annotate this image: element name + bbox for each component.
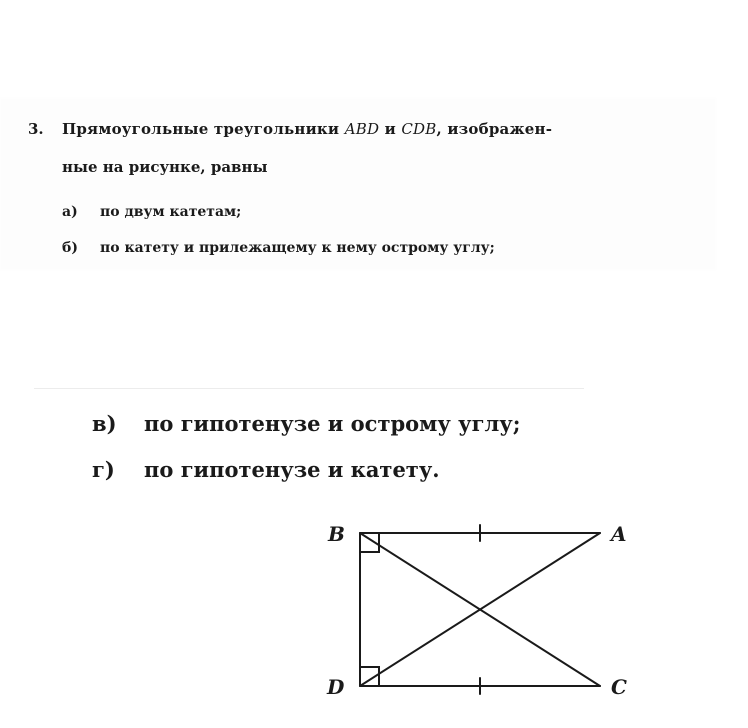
question-tail: , изображен- (436, 120, 553, 138)
option-a-label: а) (62, 204, 78, 220)
option-a-text: по двум катетам; (100, 204, 242, 220)
vertex-label-c: C (611, 675, 627, 699)
vertex-label-d: D (327, 675, 345, 699)
option-v-label: в) (92, 411, 117, 436)
vertex-label-b: B (328, 522, 345, 546)
question-line-2: ные на рисунке, равны (62, 158, 268, 176)
question-start: Прямоугольные треугольники (62, 120, 345, 138)
vertex-label-a: A (611, 522, 627, 546)
option-v-text: по гипотенузе и острому углу; (144, 411, 521, 436)
triangle-cdb: CDB (401, 120, 437, 138)
question-conj: и (379, 120, 402, 138)
problem-number: 3. (28, 120, 44, 138)
option-g-label: г) (92, 457, 115, 482)
option-b-text: по катету и прилежащему к нему острому углу; (100, 240, 495, 256)
option-g-text: по гипотенузе и катету. (144, 457, 440, 482)
triangle-abd: ABD (344, 120, 380, 138)
option-b-label: б) (62, 240, 78, 256)
